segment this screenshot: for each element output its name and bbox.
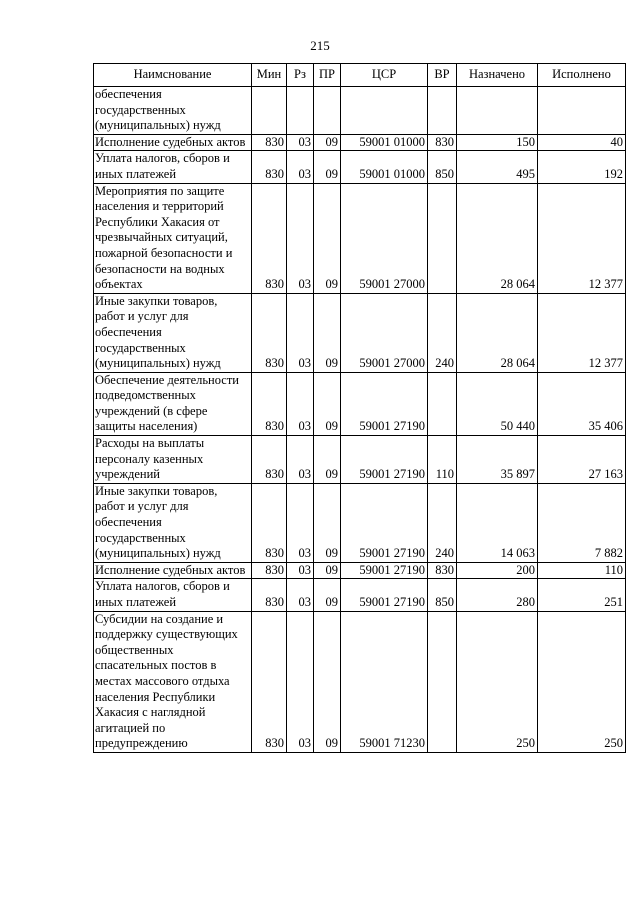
table-row [94, 151, 626, 183]
cell-name: Уплата налогов, сборов и иных платежей [94, 151, 252, 183]
cell-csr [341, 87, 428, 135]
cell-planned: 200 [457, 562, 538, 579]
cell-name: Исполнение судебных актов [94, 134, 252, 151]
cell-executed: 110 [538, 562, 626, 579]
cell-planned: 250 [457, 611, 538, 752]
cell-rz: 03 [287, 611, 314, 752]
cell-vr: 850 [428, 151, 457, 183]
table-row [94, 611, 626, 752]
cell-name: обеспечения государственных (муниципальных) нужд [94, 87, 252, 135]
cell-rz [287, 87, 314, 135]
cell-planned: 280 [457, 579, 538, 611]
cell-min: 830 [252, 134, 287, 151]
cell-pr [314, 87, 341, 135]
cell-rz: 03 [287, 134, 314, 151]
header-csr: ЦСР [341, 64, 428, 87]
cell-executed: 7 882 [538, 483, 626, 562]
cell-min: 830 [252, 611, 287, 752]
cell-min: 830 [252, 151, 287, 183]
cell-executed: 251 [538, 579, 626, 611]
cell-min: 830 [252, 293, 287, 372]
table-row [94, 436, 626, 484]
budget-table [93, 63, 626, 753]
header-rz: Рз [287, 64, 314, 87]
cell-min: 830 [252, 372, 287, 435]
cell-rz: 03 [287, 151, 314, 183]
cell-vr: 240 [428, 483, 457, 562]
table-body [94, 87, 626, 753]
cell-rz: 03 [287, 579, 314, 611]
cell-rz: 03 [287, 293, 314, 372]
cell-name: Обеспечение деятельности подведомственных учреждений (в сфере защиты населения) [94, 372, 252, 435]
cell-planned: 14 063 [457, 483, 538, 562]
cell-csr: 59001 27190 [341, 436, 428, 484]
cell-vr [428, 611, 457, 752]
cell-pr: 09 [314, 293, 341, 372]
cell-pr: 09 [314, 483, 341, 562]
cell-rz: 03 [287, 372, 314, 435]
table-row [94, 579, 626, 611]
header-name: Наимснование [94, 64, 252, 87]
cell-executed: 192 [538, 151, 626, 183]
table-row [94, 134, 626, 151]
cell-planned: 150 [457, 134, 538, 151]
cell-rz: 03 [287, 183, 314, 293]
cell-rz: 03 [287, 562, 314, 579]
cell-min: 830 [252, 579, 287, 611]
cell-pr: 09 [314, 436, 341, 484]
cell-csr: 59001 27190 [341, 483, 428, 562]
cell-pr: 09 [314, 151, 341, 183]
cell-csr: 59001 27190 [341, 562, 428, 579]
page-number: 215 [310, 38, 330, 53]
cell-name: Субсидии на создание и поддержку существующих общественных спасательных постов в местах массового отдыха населения Республики Хакасия с наглядной агитацией по предупреждению [94, 611, 252, 752]
cell-pr: 09 [314, 562, 341, 579]
table-row [94, 183, 626, 293]
cell-planned: 28 064 [457, 183, 538, 293]
cell-pr: 09 [314, 611, 341, 752]
table-header-row [94, 64, 626, 87]
cell-pr: 09 [314, 134, 341, 151]
cell-executed: 35 406 [538, 372, 626, 435]
cell-csr: 59001 27000 [341, 293, 428, 372]
cell-executed [538, 87, 626, 135]
cell-vr [428, 87, 457, 135]
header-executed: Исполнено [538, 64, 626, 87]
cell-name: Иные закупки товаров, работ и услуг для обеспечения государственных (муниципальных) нужд [94, 483, 252, 562]
cell-min: 830 [252, 562, 287, 579]
cell-csr: 59001 71230 [341, 611, 428, 752]
cell-name: Иные закупки товаров, работ и услуг для обеспечения государственных (муниципальных) нужд [94, 293, 252, 372]
cell-min: 830 [252, 436, 287, 484]
cell-planned [457, 87, 538, 135]
cell-executed: 250 [538, 611, 626, 752]
table-row [94, 372, 626, 435]
cell-pr: 09 [314, 579, 341, 611]
cell-rz: 03 [287, 483, 314, 562]
cell-planned: 28 064 [457, 293, 538, 372]
cell-vr [428, 372, 457, 435]
cell-name: Уплата налогов, сборов и иных платежей [94, 579, 252, 611]
cell-planned: 35 897 [457, 436, 538, 484]
cell-executed: 27 163 [538, 436, 626, 484]
cell-executed: 12 377 [538, 293, 626, 372]
cell-csr: 59001 01000 [341, 134, 428, 151]
cell-pr: 09 [314, 183, 341, 293]
cell-vr: 830 [428, 134, 457, 151]
cell-csr: 59001 01000 [341, 151, 428, 183]
cell-executed: 12 377 [538, 183, 626, 293]
table-row [94, 562, 626, 579]
table-row [94, 293, 626, 372]
cell-planned: 50 440 [457, 372, 538, 435]
cell-vr [428, 183, 457, 293]
cell-name: Исполнение судебных актов [94, 562, 252, 579]
cell-min [252, 87, 287, 135]
cell-name: Мероприятия по защите населения и территорий Республики Хакасия от чрезвычайных ситуаций, пожарной безопасности и безопасности на водных объектах [94, 183, 252, 293]
table-row [94, 483, 626, 562]
cell-vr: 110 [428, 436, 457, 484]
header-planned: Назначено [457, 64, 538, 87]
cell-rz: 03 [287, 436, 314, 484]
cell-name: Расходы на выплаты персоналу казенных учреждений [94, 436, 252, 484]
cell-executed: 40 [538, 134, 626, 151]
cell-vr: 830 [428, 562, 457, 579]
cell-vr: 850 [428, 579, 457, 611]
cell-csr: 59001 27000 [341, 183, 428, 293]
header-min: Мин [252, 64, 287, 87]
header-vr: ВР [428, 64, 457, 87]
cell-vr: 240 [428, 293, 457, 372]
cell-min: 830 [252, 483, 287, 562]
table-row [94, 87, 626, 135]
cell-min: 830 [252, 183, 287, 293]
cell-csr: 59001 27190 [341, 579, 428, 611]
cell-planned: 495 [457, 151, 538, 183]
cell-pr: 09 [314, 372, 341, 435]
header-pr: ПР [314, 64, 341, 87]
cell-csr: 59001 27190 [341, 372, 428, 435]
